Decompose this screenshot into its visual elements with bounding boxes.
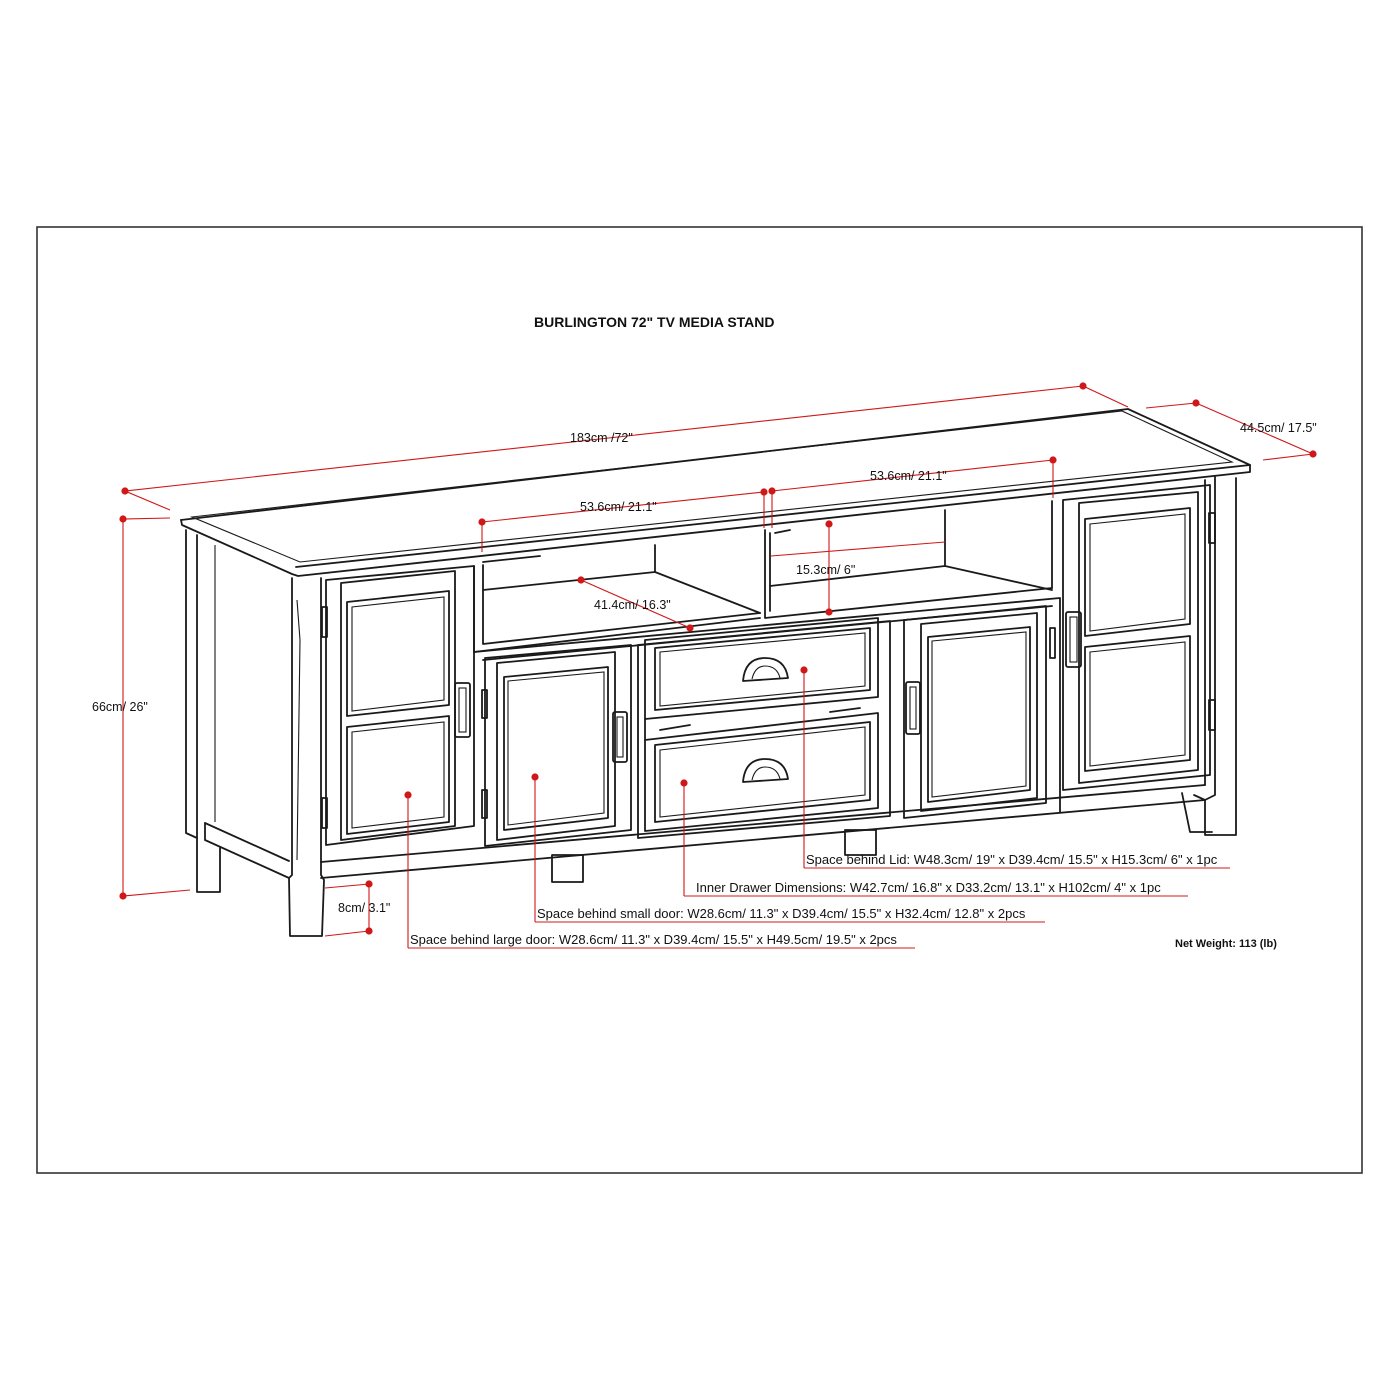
drawer-pull-top [743,658,788,681]
shelf-width-right-label: 53.6cm/ 21.1" [870,469,947,483]
bottom-rail [321,785,1205,862]
open-shelf-right [765,501,1052,618]
shelf-height-label: 15.3cm/ 6" [796,563,856,577]
large-door-space-note: Space behind large door: W28.6cm/ 11.3" x D39.4cm/ 15.5" x H49.5cm/ 19.5" x 2pcs [410,932,897,947]
sheet-border [37,227,1362,1173]
height-label: 66cm/ 26" [92,700,148,714]
clearance-label: 8cm/ 3.1" [338,901,391,915]
right-large-door [1063,485,1215,790]
shelf-width-left-label: 53.6cm/ 21.1" [580,500,657,514]
right-small-door [904,606,1055,818]
drawers [638,618,890,838]
left-small-door [482,645,631,846]
depth-label: 44.5cm/ 17.5" [1240,421,1317,435]
net-weight: Net Weight: 113 (lb) [1175,938,1277,950]
drawer-pull-bottom [743,759,788,782]
small-door-space-note: Space behind small door: W28.6cm/ 11.3" x D39.4cm/ 15.5" x H32.4cm/ 12.8" x 2pcs [537,906,1026,921]
drawer-dimensions-note: Inner Drawer Dimensions: W42.7cm/ 16.8" x D33.2cm/ 13.1" x H102cm/ 4" x 1pc [696,880,1161,895]
front-left-leg [289,578,324,936]
shelf-depth-label: 41.4cm/ 16.3" [594,598,671,612]
width-label: 183cm /72" [570,431,633,445]
left-large-door [322,566,474,845]
product-title: BURLINGTON 72" TV MEDIA STAND [534,314,775,330]
lid-space-note: Space behind Lid: W48.3cm/ 19" x D39.4cm/ 15.5" x H15.3cm/ 6" x 1pc [806,852,1218,867]
